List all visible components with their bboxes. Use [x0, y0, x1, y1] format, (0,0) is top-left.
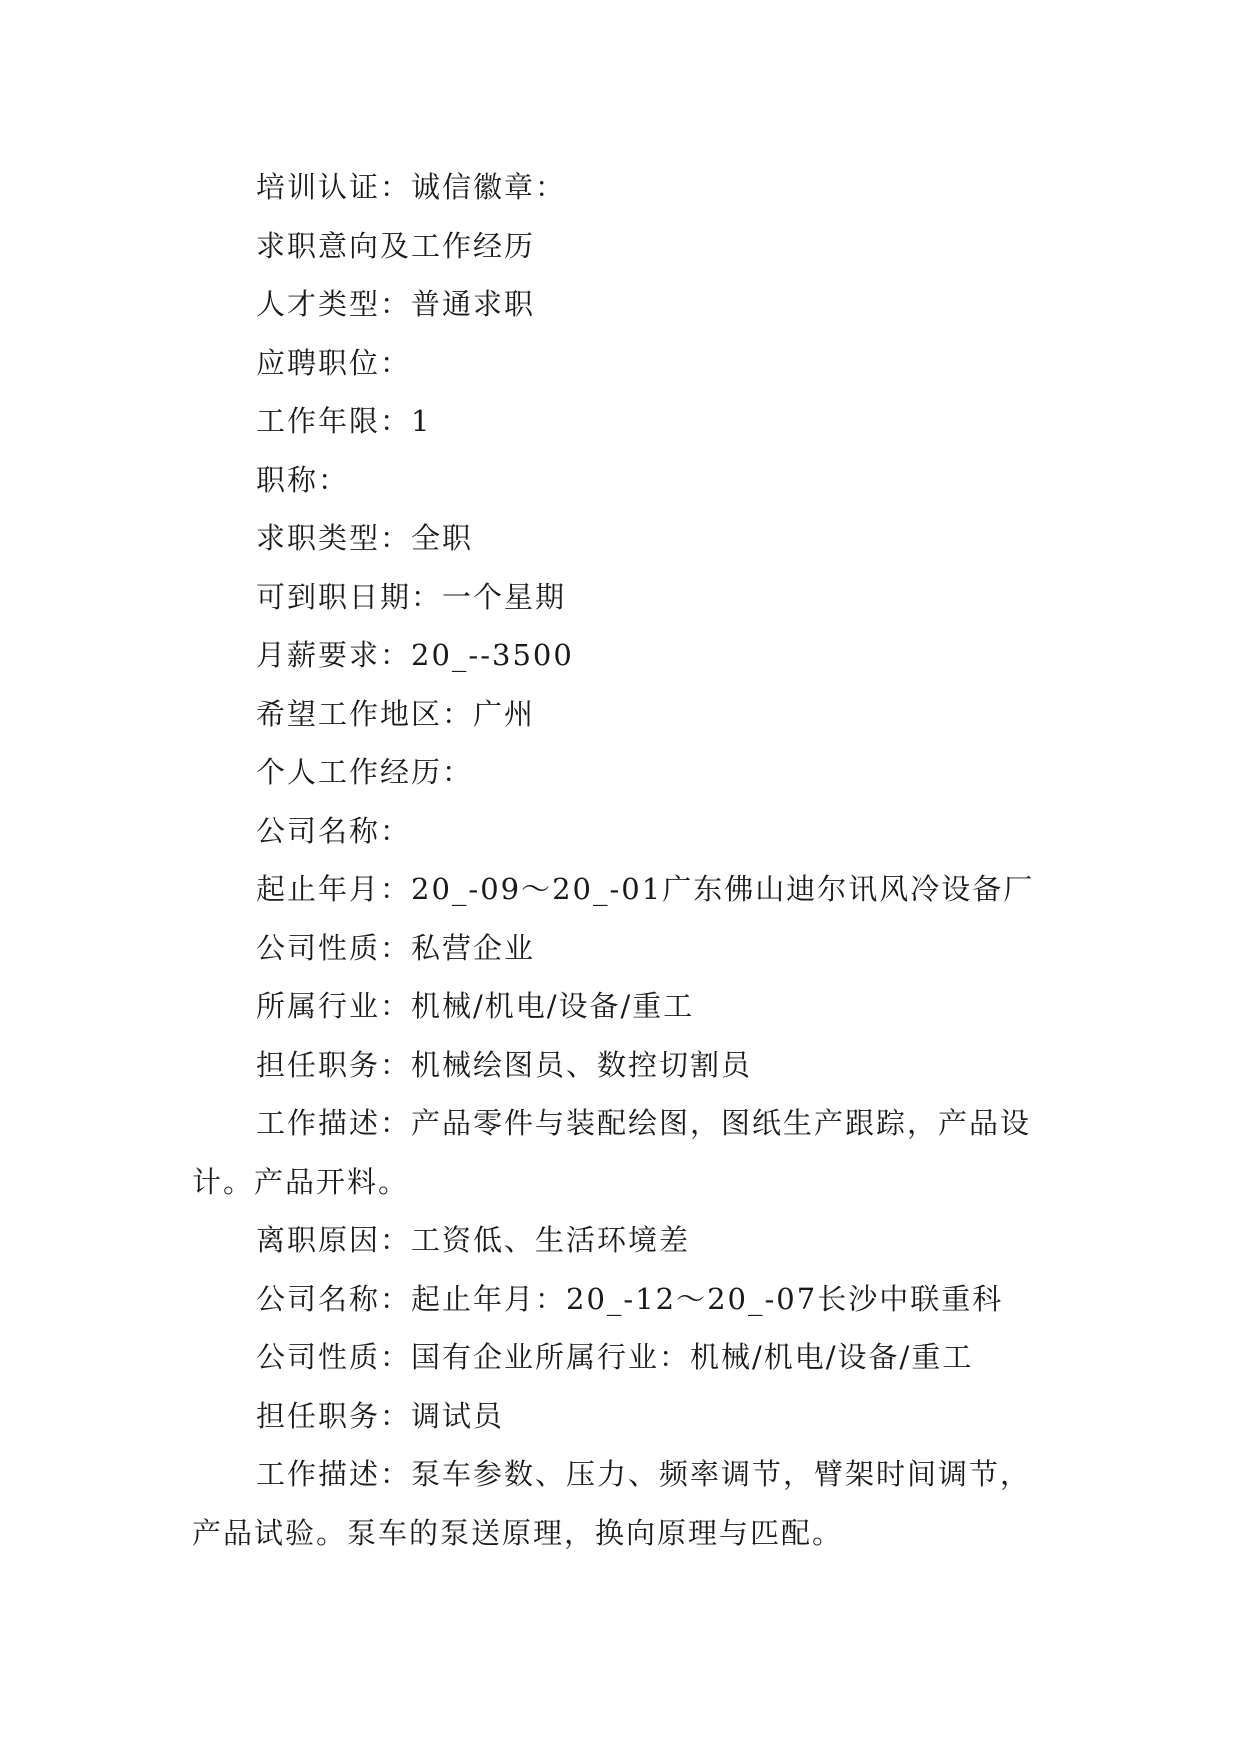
work-years-line: 工作年限：1 — [256, 404, 432, 438]
document-body — [192, 158, 1052, 1562]
applied-position-line: 应聘职位： — [256, 345, 412, 380]
industry-line: 所属行业：机械/机电/设备/重工 — [256, 989, 695, 1023]
company-name-line: 公司名称： — [256, 813, 412, 848]
job-description-line: 工作描述：产品零件与装配绘图，图纸生产跟踪，产品设计。产品开料。 — [192, 1106, 1032, 1199]
talent-type-line: 人才类型：普通求职 — [256, 287, 536, 321]
position-held-line-2: 担任职务：调试员 — [256, 1398, 505, 1433]
company-name-period-line: 公司名称：起止年月：20_-12～20_-07长沙中联重科 — [256, 1281, 1004, 1316]
section-heading-job-intent: 求职意向及工作经历 — [256, 228, 536, 263]
employment-period-line: 起止年月：20_-09～20_-01广东佛山迪尔讯风冷设备厂 — [256, 872, 1035, 906]
job-type-line: 求职类型：全职 — [256, 521, 474, 555]
company-nature-industry-line: 公司性质：国有企业所属行业：机械/机电/设备/重工 — [256, 1340, 974, 1374]
company-nature-line: 公司性质：私营企业 — [256, 930, 536, 965]
job-title-line: 职称： — [256, 462, 350, 497]
training-cert-line: 培训认证：诚信徽章： — [256, 170, 567, 204]
available-date-line: 可到职日期：一个星期 — [256, 579, 567, 614]
job-description-line-2: 工作描述：泵车参数、压力、频率调节，臂架时间调节，产品试验。泵车的泵送原理，换向原理与匹配。 — [192, 1457, 1032, 1550]
position-held-line: 担任职务：机械绘图员、数控切割员 — [256, 1047, 753, 1082]
leave-reason-line: 离职原因：工资低、生活环境差 — [256, 1223, 691, 1257]
work-location-line: 希望工作地区：广州 — [256, 696, 536, 731]
salary-line: 月薪要求：20_--3500 — [256, 638, 574, 672]
work-history-heading: 个人工作经历： — [256, 755, 474, 789]
